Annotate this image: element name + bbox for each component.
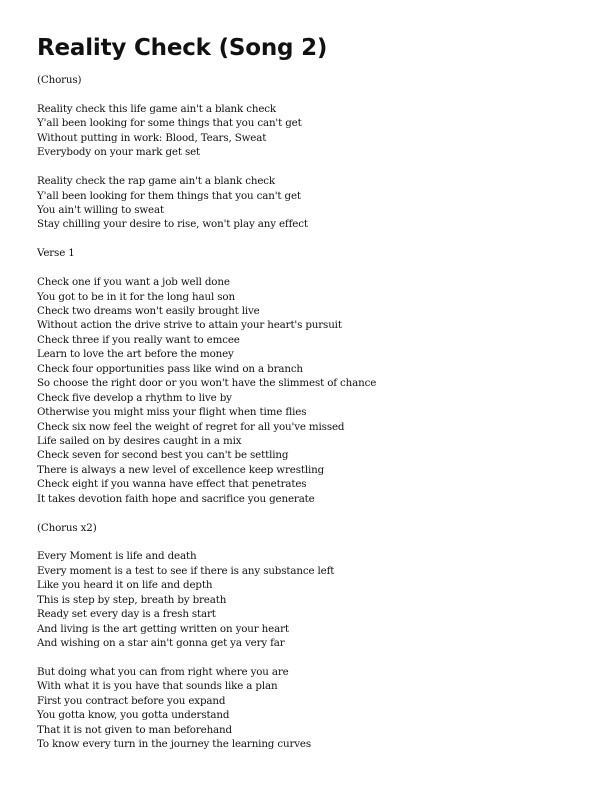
lyric-line: Reality check this life game ain't a blank check [37, 102, 277, 115]
lyric-line: Ready set every day is a fresh start [37, 608, 216, 621]
section-label: (Chorus x2) [37, 521, 97, 534]
lyric-line: With what it is you have that sounds like a plan [37, 680, 278, 693]
lyric-line: Learn to love the art before the money [37, 348, 234, 361]
lyric-line: There is always a new level of excellence keep wrestling [37, 463, 325, 476]
lyrics-body [37, 73, 376, 752]
lyric-line: Check one if you want a job well done [37, 276, 230, 289]
lyric-line: Otherwise you might miss your flight when time flies [37, 406, 307, 419]
lyric-line: It takes devotion faith hope and sacrifice you generate [37, 492, 315, 505]
lyric-line: To know every turn in the journey the learning curves [37, 738, 311, 751]
lyric-line: So choose the right door or you won't have the slimmest of chance [37, 377, 377, 390]
lyric-line: Y'all been looking for them things that you can't get [37, 189, 301, 202]
lyric-line: Stay chilling your desire to rise, won't play any effect [37, 218, 308, 231]
lyric-line: Like you heard it on life and depth [37, 579, 213, 592]
lyric-line: Check two dreams won't easily brought live [37, 305, 260, 317]
lyric-line: Check seven for second best you can't be settling [37, 449, 289, 462]
lyric-line: You gotta know, you gotta understand [37, 709, 230, 722]
lyric-line: Life sailed on by desires caught in a mix [37, 434, 242, 447]
blank-line [37, 261, 376, 275]
lyric-line: First you contract before you expand [37, 694, 226, 707]
lyric-line: Check three if you really want to emcee [37, 333, 240, 346]
blank-line [37, 232, 376, 246]
lyric-line: You ain't willing to sweat [37, 203, 164, 216]
lyric-line: That it is not given to man beforehand [37, 723, 232, 736]
page-title: Reality Check (Song 2) [37, 35, 328, 61]
lyric-line: Check four opportunities pass like wind on a branch [37, 362, 303, 375]
blank-line [37, 651, 376, 665]
lyric-line: Everybody on your mark get set [37, 146, 201, 159]
lyric-line: Without action the drive strive to attain your heart's pursuit [37, 319, 342, 332]
lyric-line: But doing what you can from right where you are [37, 665, 289, 678]
section-label: Verse 1 [37, 247, 75, 260]
lyric-line: And living is the art getting written on your heart [37, 622, 289, 635]
lyric-line: This is step by step, breath by breath [37, 593, 227, 606]
lyric-line: Y'all been looking for some things that you can't get [37, 117, 302, 130]
lyric-line: You got to be in it for the long haul son [37, 290, 235, 303]
lyric-line: Check six now feel the weight of regret for all you've missed [37, 420, 345, 433]
lyric-line: Check eight if you wanna have effect that penetrates [37, 478, 307, 491]
lyric-line: Every moment is a test to see if there is any substance left [37, 564, 335, 577]
lyric-line: Without putting in work: Blood, Tears, Sweat [37, 131, 267, 144]
blank-line [37, 535, 376, 549]
lyric-line: And wishing on a star ain't gonna get ya very far [37, 637, 285, 650]
lyric-line: Check five develop a rhythm to live by [37, 391, 232, 404]
lyric-line: Reality check the rap game ain't a blank check [37, 175, 275, 188]
lyric-line: Every Moment is life and death [37, 550, 197, 563]
blank-line [37, 506, 376, 520]
blank-line [37, 87, 376, 101]
blank-line [37, 160, 376, 174]
section-label: (Chorus) [37, 74, 82, 86]
